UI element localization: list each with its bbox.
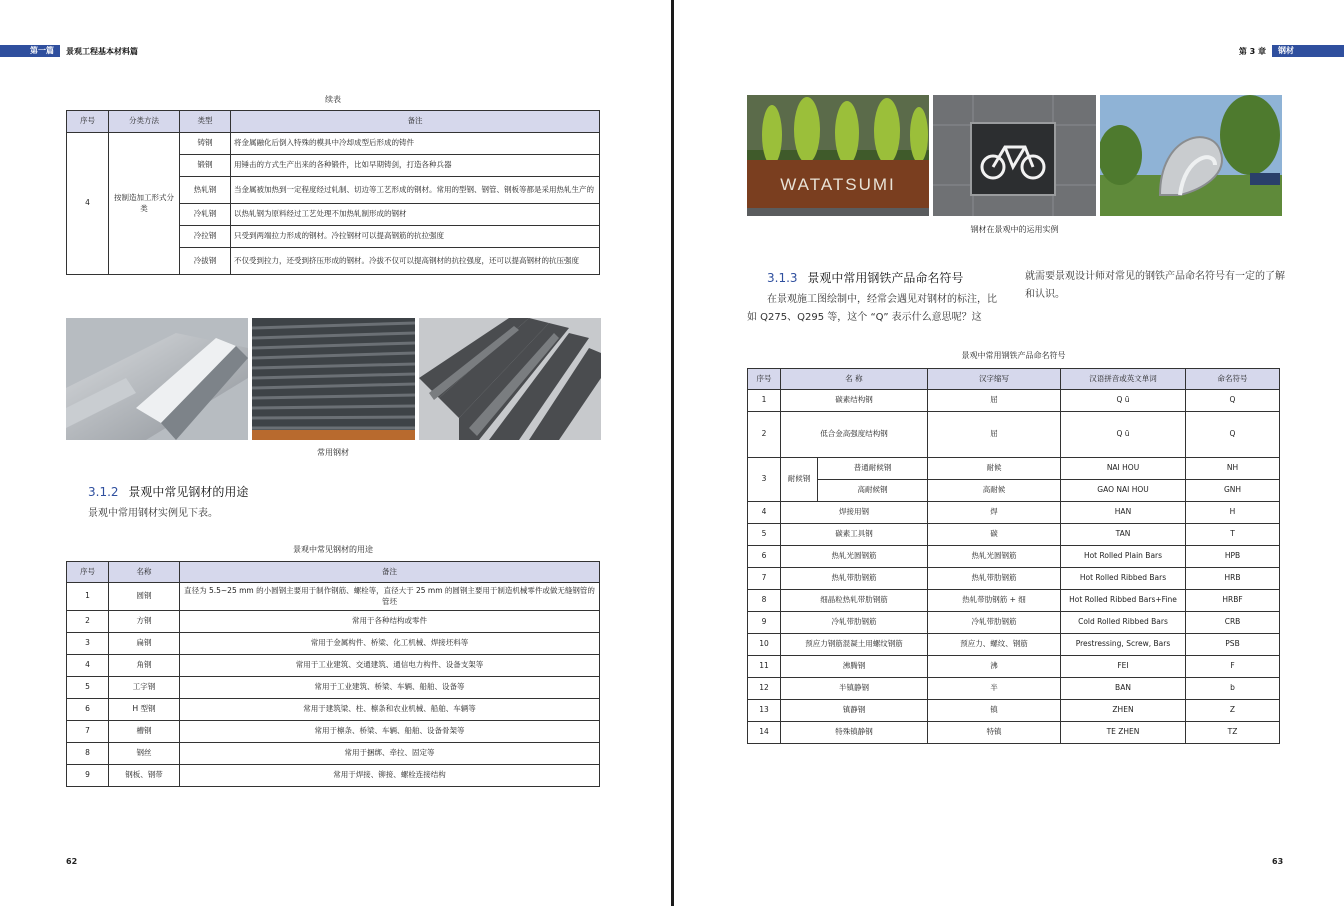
- table1-type: 冷拔钢: [180, 248, 231, 275]
- table-row: [748, 590, 1280, 612]
- table3-symbol: TZ: [1186, 722, 1280, 744]
- table2-header-name: 名称: [109, 562, 180, 583]
- table3-pinyin: Hot Rolled Ribbed Bars+Fine: [1061, 590, 1186, 612]
- table3-symbol: F: [1186, 656, 1280, 678]
- angle-steel-photo: [66, 318, 248, 440]
- right-running-header: [1239, 45, 1344, 57]
- table3-abbr: 特镇: [928, 722, 1061, 744]
- table3-pinyin: TE ZHEN: [1061, 722, 1186, 744]
- table-row: [748, 524, 1280, 546]
- table3-abbr: 碳: [928, 524, 1061, 546]
- steel-naming-symbols-table: [747, 368, 1280, 744]
- table-row: [748, 480, 1280, 502]
- table3-abbr: 沸: [928, 656, 1061, 678]
- table2-note: 直径为 5.5~25 mm 的小圆钢主要用于制作钢筋、螺栓等，直径大于 25 mm 的圆钢主要用于制造机械零件或做无缝钢管的管坯: [180, 583, 600, 611]
- right-page-number: 63: [1272, 857, 1284, 866]
- table2-name: 扁钢: [109, 633, 180, 655]
- table3-header-symbol: 命名符号: [1186, 369, 1280, 390]
- table3-pinyin: NAI HOU: [1061, 458, 1186, 480]
- table3-name: 预应力钢筋混凝土用螺纹钢筋: [781, 634, 928, 656]
- table3-symbol: Z: [1186, 700, 1280, 722]
- table-row: [67, 677, 600, 699]
- table2-note: 常用于捆绑、牵拉、固定等: [180, 743, 600, 765]
- table1-type: 冷轧钢: [180, 204, 231, 226]
- table3-symbol: GNH: [1186, 480, 1280, 502]
- table3-abbr: 预应力、螺纹、钢筋: [928, 634, 1061, 656]
- table3-pinyin: Cold Rolled Ribbed Bars: [1061, 612, 1186, 634]
- table1-type: 热轧钢: [180, 177, 231, 204]
- section-312-heading: [88, 483, 248, 500]
- table2-name: 槽钢: [109, 721, 180, 743]
- table3-no: 7: [748, 568, 781, 590]
- table1-group-method: 按制造加工形式分类: [109, 133, 180, 275]
- table3-name: 碳素工具钢: [781, 524, 928, 546]
- table3-abbr: 热轧带肋钢筋: [928, 568, 1061, 590]
- table1-note: 将金属融化后倒入特殊的模具中冷却成型后形成的铸件: [231, 133, 600, 155]
- table2-name: 圆钢: [109, 583, 180, 611]
- table2-no: 3: [67, 633, 109, 655]
- table3-no: 2: [748, 412, 781, 458]
- section-313-number: 3.1.3: [767, 271, 798, 285]
- table-row: [748, 700, 1280, 722]
- table3-no: 4: [748, 502, 781, 524]
- table1-header-type: 类型: [180, 111, 231, 133]
- table1-note: 当金属被加热到一定程度经过轧制、切边等工艺形成的钢材。常用的型钢、钢管、钢板等都是采用热轧生产的: [231, 177, 600, 204]
- left-running-header: [0, 45, 640, 57]
- table3-no: 14: [748, 722, 781, 744]
- section-312-title: 景观中常见钢材的用途: [128, 485, 249, 499]
- table3-name: 碳素结构钢: [781, 390, 928, 412]
- table2-name: H 型钢: [109, 699, 180, 721]
- table3-caption: 景观中常用钢铁产品命名符号: [961, 351, 1066, 360]
- table-row: [748, 568, 1280, 590]
- left-page-number: 62: [66, 857, 78, 866]
- table3-header-no: 序号: [748, 369, 781, 390]
- table3-name: 特殊镇静钢: [781, 722, 928, 744]
- table2-name: 方钢: [109, 611, 180, 633]
- table2-no: 6: [67, 699, 109, 721]
- table3-no: 8: [748, 590, 781, 612]
- table3-name: 沸腾钢: [781, 656, 928, 678]
- table-row: [67, 765, 600, 787]
- table2-note: 常用于焊接、铆接、螺栓连接结构: [180, 765, 600, 787]
- table-row: [67, 611, 600, 633]
- table-row: [748, 634, 1280, 656]
- table-row: [748, 390, 1280, 412]
- table3-no: 12: [748, 678, 781, 700]
- table3-no: 10: [748, 634, 781, 656]
- table1-note: 不仅受到拉力，还受到挤压形成的钢材。冷拔不仅可以提高钢材的抗拉强度，还可以提高钢材的抗压强度: [231, 248, 600, 275]
- table-row: [67, 633, 600, 655]
- table1-note: 用锤击的方式生产出来的各种锻件，比如早期铸剑，打造各种兵器: [231, 155, 600, 177]
- table3-symbol: Q: [1186, 412, 1280, 458]
- table1-header-note: 备注: [231, 111, 600, 133]
- table1-type: 铸钢: [180, 133, 231, 155]
- table3-abbr: 焊: [928, 502, 1061, 524]
- table1-note: 以热轧钢为原料经过工艺处理不加热轧制形成的钢材: [231, 204, 600, 226]
- table-row: [748, 722, 1280, 744]
- table1-type: 冷拉钢: [180, 226, 231, 248]
- table2-note: 常用于工业建筑、桥梁、车辆、船舶、设备等: [180, 677, 600, 699]
- table3-header-name: 名 称: [781, 369, 928, 390]
- section-313-paragraph-left: 在景观施工图绘制中，经常会遇见对钢材的标注，比如 Q275、Q295 等，这个 “Q” 表示什么意思呢？这: [747, 294, 997, 323]
- table3-no: 5: [748, 524, 781, 546]
- table3-pinyin: Hot Rolled Ribbed Bars: [1061, 568, 1186, 590]
- table3-symbol: HPB: [1186, 546, 1280, 568]
- section-312-intro: 景观中常用钢材实例见下表。: [88, 508, 218, 519]
- table3-no: 9: [748, 612, 781, 634]
- table3-symbol: PSB: [1186, 634, 1280, 656]
- table3-name: 半镇静钢: [781, 678, 928, 700]
- table3-no: 11: [748, 656, 781, 678]
- table3-name: 热轧光圆钢筋: [781, 546, 928, 568]
- table2-note: 常用于建筑梁、柱、檩条和农业机械、船舶、车辆等: [180, 699, 600, 721]
- part-label: 第一篇: [0, 45, 60, 57]
- table-row: [748, 502, 1280, 524]
- table2-name: 工字钢: [109, 677, 180, 699]
- table-row: [67, 743, 600, 765]
- table3-no: 3: [748, 458, 781, 502]
- table3-symbol: HRBF: [1186, 590, 1280, 612]
- table3-abbr: 热轧带肋钢筋 + 细: [928, 590, 1061, 612]
- section-313-heading: [767, 269, 963, 286]
- table2-header-note: 备注: [180, 562, 600, 583]
- table3-abbr: 屈: [928, 390, 1061, 412]
- table2-name: 钢板、钢带: [109, 765, 180, 787]
- table3-no: 1: [748, 390, 781, 412]
- table1-note: 只受到两端拉力形成的钢材。冷拉钢材可以提高钢筋的抗拉强度: [231, 226, 600, 248]
- table3-abbr: 镇: [928, 700, 1061, 722]
- table2-name: 角钢: [109, 655, 180, 677]
- section-313-paragraph-right: 就需要景观设计师对常见的钢铁产品命名符号有一定的了解和认识。: [1025, 271, 1285, 300]
- table3-name: 高耐候钢: [818, 480, 928, 502]
- table2-no: 8: [67, 743, 109, 765]
- table1-header-no: 序号: [67, 111, 109, 133]
- table1-group-no: 4: [67, 133, 109, 275]
- table3-header-pinyin: 汉语拼音或英文单词: [1061, 369, 1186, 390]
- landscape-photos-caption: 钢材在景观中的运用实例: [970, 225, 1059, 234]
- table-row: [67, 699, 600, 721]
- table3-abbr: 半: [928, 678, 1061, 700]
- table3-no: 6: [748, 546, 781, 568]
- table2-note: 常用于工业建筑、交通建筑、通信电力构件、设备支架等: [180, 655, 600, 677]
- steel-uses-table: [66, 561, 600, 787]
- sign-lettering: WATATSUMI: [780, 175, 896, 194]
- right-page: [674, 0, 1344, 906]
- table-row: [748, 412, 1280, 458]
- watatsumi-sign-photo: [747, 95, 929, 216]
- part-title: 景观工程基本材料篇: [66, 46, 138, 56]
- bike-lane-cover-photo: [933, 95, 1096, 216]
- table2-name: 钢丝: [109, 743, 180, 765]
- table3-symbol: NH: [1186, 458, 1280, 480]
- table3-name: 热轧带肋钢筋: [781, 568, 928, 590]
- table3-abbr: 高耐候: [928, 480, 1061, 502]
- table2-note: 常用于檩条、桥梁、车辆、船舶、设备骨架等: [180, 721, 600, 743]
- table3-abbr: 热轧光圆钢筋: [928, 546, 1061, 568]
- table2-no: 2: [67, 611, 109, 633]
- table3-symbol: CRB: [1186, 612, 1280, 634]
- manufacturing-classification-table: [66, 110, 600, 275]
- table3-pinyin: HAN: [1061, 502, 1186, 524]
- steel-sculpture-photo: [1100, 95, 1282, 216]
- table1-header-method: 分类方法: [109, 111, 180, 133]
- table3-symbol: H: [1186, 502, 1280, 524]
- table-row: [67, 721, 600, 743]
- table3-symbol: HRB: [1186, 568, 1280, 590]
- table3-pinyin: Prestressing, Screw, Bars: [1061, 634, 1186, 656]
- table3-symbol: b: [1186, 678, 1280, 700]
- table2-no: 5: [67, 677, 109, 699]
- table-row: [748, 612, 1280, 634]
- table3-name: 细晶粒热轧带肋钢筋: [781, 590, 928, 612]
- table3-pinyin: ZHEN: [1061, 700, 1186, 722]
- chapter-label: 第 3 章: [1238, 46, 1266, 56]
- table-row: [748, 678, 1280, 700]
- table-row: [67, 133, 600, 155]
- channel-steel-photo: [419, 318, 601, 440]
- steel-photos-caption: 常用钢材: [317, 448, 349, 457]
- table-row: [67, 655, 600, 677]
- table3-pinyin: Hot Rolled Plain Bars: [1061, 546, 1186, 568]
- table1-caption: 续表: [325, 95, 341, 104]
- table3-pinyin: TAN: [1061, 524, 1186, 546]
- table2-no: 9: [67, 765, 109, 787]
- table2-no: 7: [67, 721, 109, 743]
- table3-symbol: T: [1186, 524, 1280, 546]
- table3-group-name: 耐候钢: [781, 458, 818, 502]
- table3-pinyin: FEI: [1061, 656, 1186, 678]
- table1-type: 锻钢: [180, 155, 231, 177]
- section-313-title: 景观中常用钢铁产品命名符号: [807, 271, 964, 285]
- table2-no: 4: [67, 655, 109, 677]
- table3-name: 焊接用钢: [781, 502, 928, 524]
- table3-abbr: 屈: [928, 412, 1061, 458]
- table2-header-no: 序号: [67, 562, 109, 583]
- table3-name: 冷轧带肋钢筋: [781, 612, 928, 634]
- table2-no: 1: [67, 583, 109, 611]
- table3-abbr: 冷轧带肋钢筋: [928, 612, 1061, 634]
- table-row: [748, 458, 1280, 480]
- table3-pinyin: Q ū: [1061, 390, 1186, 412]
- table3-name: 普通耐候钢: [818, 458, 928, 480]
- table3-pinyin: GAO NAI HOU: [1061, 480, 1186, 502]
- table3-pinyin: Q ū: [1061, 412, 1186, 458]
- table3-pinyin: BAN: [1061, 678, 1186, 700]
- table-row: [748, 546, 1280, 568]
- section-312-number: 3.1.2: [88, 485, 119, 499]
- table3-name: 镇静钢: [781, 700, 928, 722]
- table3-abbr: 耐候: [928, 458, 1061, 480]
- table2-note: 常用于各种结构或零件: [180, 611, 600, 633]
- table-row: [748, 656, 1280, 678]
- table2-caption: 景观中常见钢材的用途: [293, 545, 373, 554]
- table-row: [67, 583, 600, 611]
- table3-header-abbr: 汉字缩写: [928, 369, 1061, 390]
- table3-symbol: Q: [1186, 390, 1280, 412]
- table3-no: 13: [748, 700, 781, 722]
- rebar-photo: [252, 318, 415, 440]
- chapter-title: 钢材: [1272, 45, 1344, 57]
- table3-name: 低合金高强度结构钢: [781, 412, 928, 458]
- table2-note: 常用于金属构件、桥梁、化工机械、焊接坯料等: [180, 633, 600, 655]
